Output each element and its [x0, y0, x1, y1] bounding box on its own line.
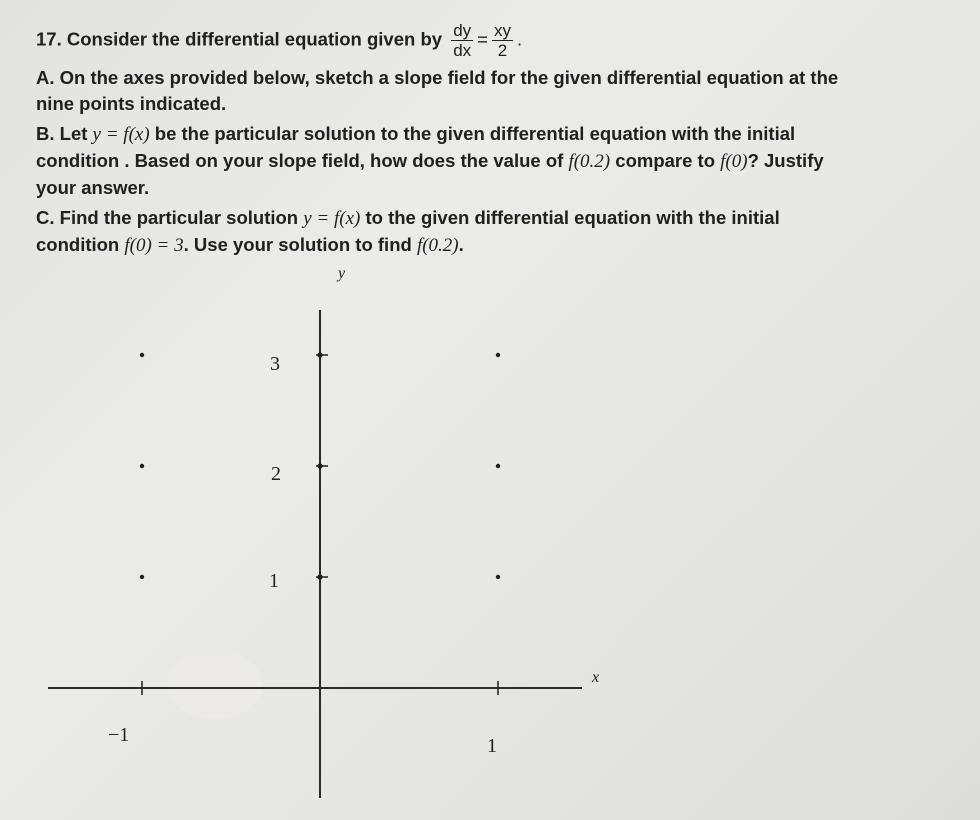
- part-a-line-2: nine points indicated.: [36, 93, 227, 114]
- grid-point[interactable]: [496, 353, 500, 357]
- problem-intro: Consider the differential equation given by: [66, 28, 443, 50]
- part-c-text-1: Find the particular solution: [59, 207, 299, 228]
- part-c-f-of-0-2: f(0.2): [416, 235, 459, 256]
- x-tick-label-1: 1: [487, 735, 497, 757]
- y-axis-name: y: [338, 265, 346, 282]
- part-a-text-1: On the axes provided below, sketch a slope field for the given differential equation at the: [59, 67, 839, 88]
- part-b-text-2: condition . Based on your slope field, how does the value of: [36, 150, 564, 171]
- grid-point[interactable]: [140, 464, 144, 468]
- part-c-period: .: [458, 234, 464, 255]
- grid-point[interactable]: [317, 463, 322, 468]
- x-axis-name: x: [592, 669, 600, 686]
- rhs-numerator: xy: [493, 21, 511, 40]
- problem-number: 17.: [36, 28, 62, 50]
- grid-point[interactable]: [496, 464, 500, 468]
- grid-point[interactable]: [140, 575, 144, 579]
- part-a-label: A.: [36, 67, 55, 88]
- equals-sign: =: [477, 28, 488, 50]
- paper-smudge: [167, 651, 263, 719]
- part-c-initial-condition: f(0) = 3: [124, 235, 184, 256]
- part-c-text-3: . Use your solution to find: [183, 234, 412, 255]
- part-b-f-of-0-2: f(0.2): [568, 151, 611, 172]
- y-tick-label-3: 3: [270, 353, 280, 375]
- part-b-line-3: your answer.: [36, 177, 150, 198]
- part-b-compare: compare to: [615, 150, 715, 171]
- rhs-denominator: 2: [497, 41, 508, 60]
- part-c-label: C.: [36, 207, 55, 228]
- part-b-label: B.: [36, 123, 55, 144]
- y-tick-label-2: 2: [271, 463, 281, 485]
- part-c-function: y = f(x): [303, 208, 361, 229]
- grid-point[interactable]: [317, 352, 322, 357]
- part-b-let: Let: [59, 123, 88, 144]
- part-b-justify: ? Justify: [747, 150, 824, 171]
- part-b-text-1: be the particular solution to the given differential equation with the initial: [154, 123, 796, 144]
- x-tick-label-neg-1: −1: [108, 724, 130, 746]
- part-c-condition-word: condition: [36, 234, 120, 255]
- grid-point[interactable]: [317, 574, 322, 579]
- grid-point[interactable]: [496, 575, 500, 579]
- part-b-f-of-0: f(0): [720, 151, 748, 172]
- y-tick-label-1: 1: [269, 570, 279, 592]
- part-b-function: y = f(x): [92, 124, 150, 145]
- equation-period: .: [516, 28, 523, 50]
- grid-point[interactable]: [140, 353, 144, 357]
- derivative-numerator: dy: [453, 21, 472, 40]
- part-c-text-2: to the given differential equation with the initial: [365, 207, 780, 228]
- derivative-denominator: dx: [453, 41, 472, 60]
